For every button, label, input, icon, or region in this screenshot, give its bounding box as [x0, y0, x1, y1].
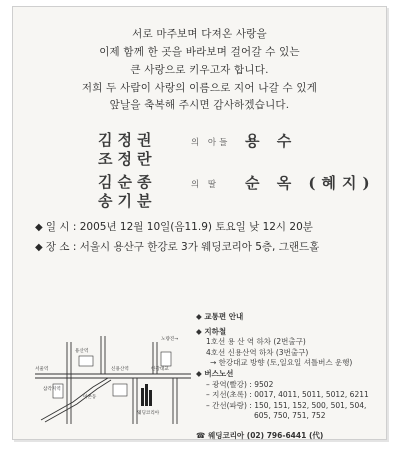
- bride-name: 순 옥 (혜지): [245, 174, 376, 192]
- transport-header: ◆ 교통편 안내: [196, 312, 244, 321]
- bus-line-3: – 간선(파랑) : 150, 151, 152, 500, 501, 504,: [206, 400, 367, 410]
- intro-line-3: 큰 사랑으로 키우고자 합니다.: [130, 64, 269, 76]
- map-label-nodeul: 노량진→: [161, 337, 179, 342]
- bullet-icon: ◆: [196, 312, 205, 321]
- date-value: 2005년 12월 10일(음11.9) 토요일 낮 12시 20분: [79, 221, 313, 233]
- groom-relation: 의 아들: [191, 138, 231, 148]
- bullet-icon: ◆: [35, 222, 46, 233]
- place-row: [35, 239, 319, 254]
- groom-father: 김정권: [98, 131, 157, 149]
- bride-father: 김순종: [98, 173, 157, 191]
- transport-section: [196, 312, 369, 442]
- subway-title: ◆ 지하철: [196, 326, 227, 336]
- map-label-bridge: 한강대교: [151, 367, 169, 372]
- subway-line-2: 4호선 신용산역 하차 (3번출구): [206, 347, 309, 357]
- location-map: [33, 332, 193, 427]
- groom-name: 용 수: [245, 132, 298, 150]
- phone-row: ☎ 웨딩코리아 (02) 796-6441 (代): [196, 430, 324, 440]
- place-value: 서울시 용산구 한강로 3가 웨딩코리아 5층, 그랜드홀: [79, 241, 320, 253]
- bride-relation: 의 딸: [191, 180, 220, 190]
- map-drawing: [33, 332, 193, 427]
- bride-mother: 송기분: [98, 192, 157, 210]
- map-label-station3: 신용산역: [111, 367, 129, 372]
- bus-line-1: – 광역(빨강) : 9502: [206, 379, 274, 389]
- date-label: 일 시 :: [45, 221, 77, 233]
- intro-line-5: 앞날을 축복해 주시면 감사하겠습니다.: [109, 99, 290, 111]
- wedding-hall-marker: [141, 384, 152, 406]
- intro-line-1: 서로 마주보며 다져온 사랑을: [132, 28, 267, 40]
- bullet-icon: ◆: [196, 326, 205, 336]
- phone-icon: ☎: [196, 430, 208, 440]
- invitation-card: [12, 6, 387, 440]
- map-label-hall: 웨딩코리아: [137, 411, 160, 416]
- subway-line-3: → 한강대교 방향 (토,일요일 셔틀버스 운행): [210, 358, 353, 368]
- bus-title: ◆ 버스노선: [196, 368, 234, 378]
- subway-line-1: 1호선 용 산 역 하차 (2번출구): [206, 337, 306, 347]
- map-label-seoul: 서울역: [35, 367, 49, 372]
- intro-line-4: 저희 두 사람이 사랑의 이름으로 지어 나갈 수 있게: [81, 82, 318, 94]
- map-label-station2: 용산역: [75, 349, 89, 354]
- place-label: 장 소 :: [45, 241, 77, 253]
- groom-mother: 조정란: [98, 150, 157, 168]
- map-label-station1: 삼각지역: [43, 387, 61, 392]
- bullet-icon: ◆: [196, 368, 205, 378]
- date-row: [35, 219, 313, 234]
- bus-line-4: 605, 750, 751, 752: [254, 411, 326, 421]
- map-label-ichon: 이촌동: [83, 395, 97, 400]
- bullet-icon: ◆: [35, 242, 46, 253]
- intro-line-2: 이제 함께 한 곳을 바라보며 걸어갈 수 있는: [99, 46, 300, 58]
- bus-line-2: – 지선(초록) : 0017, 4011, 5011, 5012, 6211: [206, 390, 369, 400]
